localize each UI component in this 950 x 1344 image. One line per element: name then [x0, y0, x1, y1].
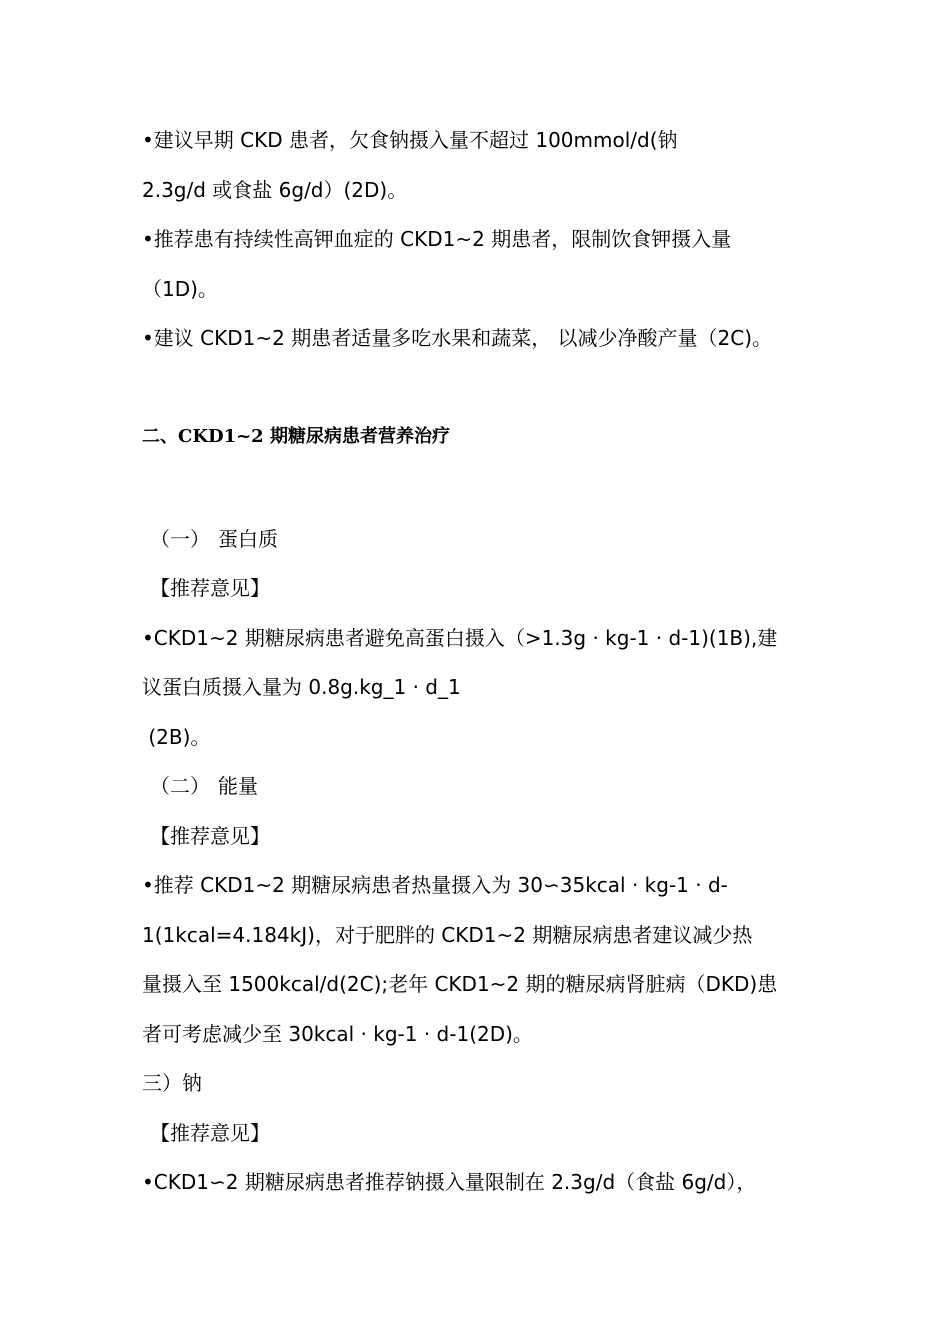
text-line: •CKD1~2 期糖尿病患者避免高蛋白摄入（>1.3g · kg-1 · d-1)(1B),建 — [142, 626, 778, 650]
text-line: 1(1kcal=4.184kJ)，对于肥胖的 CKD1~2 期糖尿病患者建议减少热 — [142, 923, 753, 947]
recommendation-label: 【推荐意见】 — [150, 576, 270, 600]
subsection-title — [150, 526, 278, 552]
text-line: •建议 CKD1~2 期患者适量多吃水果和蔬菜， 以减少净酸产量（2C)。 — [142, 326, 773, 350]
recommendation-label: 【推荐意见】 — [150, 1121, 270, 1145]
subsection-label: 蛋白质 — [218, 527, 278, 551]
text-line: •建议早期 CKD 患者，欠食钠摄入量不超过 100mmol/d(钠 — [142, 128, 678, 152]
subsection-number: （一） — [150, 527, 210, 551]
text-line: 议蛋白质摄入量为 0.8g.kg_1 · d_1 — [142, 675, 461, 699]
text-line: •推荐 CKD1~2 期糖尿病患者热量摄入为 30∽35kcal · kg-1 · d- — [142, 873, 728, 897]
text-line: •推荐患有持续性高钾血症的 CKD1~2 期患者，限制饮食钾摄入量 — [142, 227, 732, 251]
text-line: 量摄入至 1500kcal/d(2C);老年 CKD1~2 期的糖尿病肾脏病（DKD)患 — [142, 972, 778, 996]
text-line: 者可考虑减少至 30kcal · kg-1 · d-1(2D)。 — [142, 1022, 533, 1046]
recommendation-label: 【推荐意见】 — [150, 824, 270, 848]
text-line: 2.3g/d 或食盐 6g/d）(2D)。 — [142, 178, 408, 202]
text-line: •CKD1∽2 期糖尿病患者推荐钠摄入量限制在 2.3g/d（食盐 6g/d）， — [142, 1170, 757, 1194]
subsection-title — [150, 773, 258, 799]
subsection-number: （二） — [150, 774, 210, 798]
text-line: （1D)。 — [142, 277, 218, 301]
subsection-title: 三）钠 — [142, 1071, 202, 1095]
subsection-label: 能量 — [218, 774, 258, 798]
section-heading: 二、CKD1~2 期糖尿病患者营养治疗 — [142, 426, 450, 447]
text-line: (2B)。 — [142, 725, 211, 749]
